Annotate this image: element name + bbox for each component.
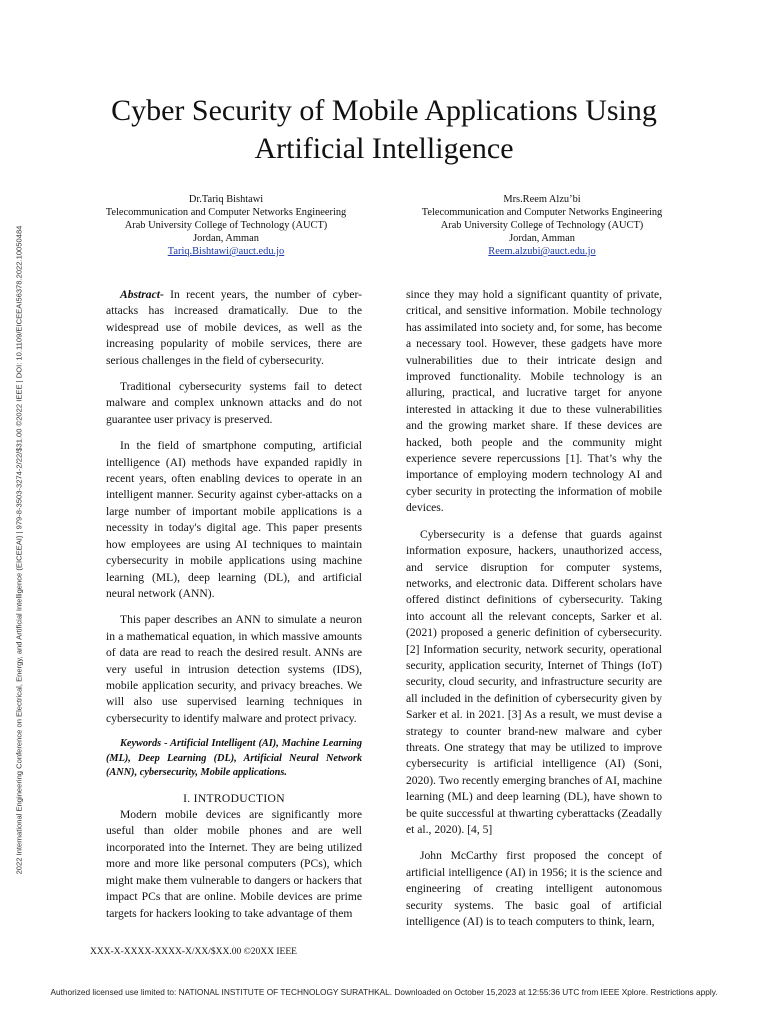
- abstract-label: Abstract-: [120, 288, 164, 301]
- body-paragraph: Cybersecurity is a defense that guards against information exposure, hackers, unauthorized access, and service disruption for computer systems, networks, and electronic data. Different scholars have offered distinct definitions of cybersecurity. Taking into account all the relevant concepts, Sarker et al. (2021) proposed a generic definition of cybersecurity. [2] Information security, network security, operational security, application security, Internet of Things (IoT) security, cloud security, and infrastructure security are all included in the definition of cybersecurity given by Sarker et al. in 2021. [3] As a result, we must devise a strategy to counter brand-new malware and cyber threats. One strategy that may be utilized to improve cybersecurity is artificial intelligence (AI) (Soni, 2020). Two recently emerging branches of AI, machine learning (ML) and deep learning (DL), have shown to be quite successful at thwarting cyberattacks (Zeadally et al., 2020). [4, 5]: [406, 527, 662, 836]
- author-organization: Arab University College of Technology (AUCT): [440, 220, 644, 231]
- author-email-link[interactable]: Tariq.Bishtawi@auct.edu.jo: [167, 246, 285, 257]
- body-paragraph: since they may hold a significant quantity of private, critical, and sensitive information. Mobile technology has assimilated into society and, for some, has become a necessary tool. However, these gadgets have more vulnerabilities due to their intricate design and improved functionality. Mobile technology is an alluring, practical, and lucrative target for anyone interested in attacking it due to these vulnerabilities and the growing market share. If these devices are hacked, both people and the community might experience severe repercussions [1]. That’s why the importance of employing modern technology AI and cyber security in protecting the information of mobile devices.: [406, 288, 662, 515]
- author-department: Telecommunication and Computer Networks Engineering: [105, 207, 347, 218]
- copyright-line: XXX-X-XXXX-XXXX-X/XX/$XX.00 ©20XX IEEE: [90, 947, 297, 957]
- author-name: Mrs.Reem Alzu’bi: [503, 194, 581, 205]
- abstract-text: In recent years, the number of cyber-attacks has increased dramatically. Due to the widespread use of mobile devices, as well as the increasing popularity of mobile services, there are serious challenges in the field of cybersecurity.: [106, 288, 362, 367]
- author-block-1: [76, 193, 376, 258]
- author-location: Jordan, Amman: [193, 233, 259, 244]
- intro-paragraph: Modern mobile devices are significantly more useful than older mobile phones and are well incorporated into the Internet. They are being utilized more and more like personal computers (PCs), which might make them vulnerable to dangers or hackers that impact PCs that are online. Mobile devices are prime targets for hackers looking to take advantage of them: [106, 808, 362, 920]
- paper-title: Cyber Security of Mobile Applications Using Artificial Intelligence: [111, 94, 657, 165]
- author-block-2: [392, 193, 692, 258]
- right-column: [406, 287, 662, 930]
- body-paragraph: John McCarthy first proposed the concept of artificial intelligence (AI) in 1956; it is the science and engineering of creating intelligent autonomous security systems. The basic goal of artificial intelligence (AI) is to teach computers to think, learn,: [406, 849, 662, 929]
- author-name: Dr.Tariq Bishtawi: [188, 194, 264, 205]
- abstract-paragraph: This paper describes an ANN to simulate a neuron in a mathematical equation, in which massive amounts of data are read to reach the desired result. ANNs are very useful in intrusion detection systems (IDS), mobile application security, and privacy breaches. We will also use supervised learning techniques in cybersecurity to identify malware and protect privacy.: [106, 613, 362, 725]
- author-department: Telecommunication and Computer Networks Engineering: [421, 207, 663, 218]
- license-footer: Authorized licensed use limited to: NATIONAL INSTITUTE OF TECHNOLOGY SURATHKAL. Downloaded on October 15,2023 at 12:55:36 UTC from IEEE Xplore. Restrictions apply.: [50, 987, 718, 997]
- author-email-link[interactable]: Reem.alzubi@auct.edu.jo: [488, 246, 596, 257]
- left-column: [106, 287, 362, 922]
- abstract-paragraph: In the field of smartphone computing, artificial intelligence (AI) methods have expanded rapidly in recent years, often enabling devices to operate in an intelligent manner. Security against cyber-attacks on a large number of important mobile applications is a necessity in today's digital age. This paper presents how employees are using AI techniques to maintain cybersecurity in mobile applications using machine learning (ML), deep learning (DL), and artificial neural network (ANN).: [106, 439, 362, 600]
- abstract-paragraph: [106, 287, 362, 369]
- section-heading: I. INTRODUCTION: [183, 791, 285, 805]
- conference-sidebar: [13, 150, 25, 950]
- conference-citation: 2022 International Engineering Conference on Electrical, Energy, and Artificial Intelligence (EICEEAI) | 979-8-3503-3274-2/22/$31.00 ©2022 IEEE | DOI: 10.1109/EICEEAI56378.2022.10050484: [14, 225, 24, 875]
- author-organization: Arab University College of Technology (AUCT): [124, 220, 328, 231]
- keywords: Keywords - Artificial Intelligent (AI), Machine Learning (ML), Deep Learning (DL), Artificial Neural Network (ANN), cybersecurity, Mobile applications.: [106, 738, 362, 779]
- abstract-paragraph: Traditional cybersecurity systems fail to detect malware and complex unknown attacks and do not guarantee user privacy is preserved.: [106, 380, 362, 426]
- author-location: Jordan, Amman: [509, 233, 575, 244]
